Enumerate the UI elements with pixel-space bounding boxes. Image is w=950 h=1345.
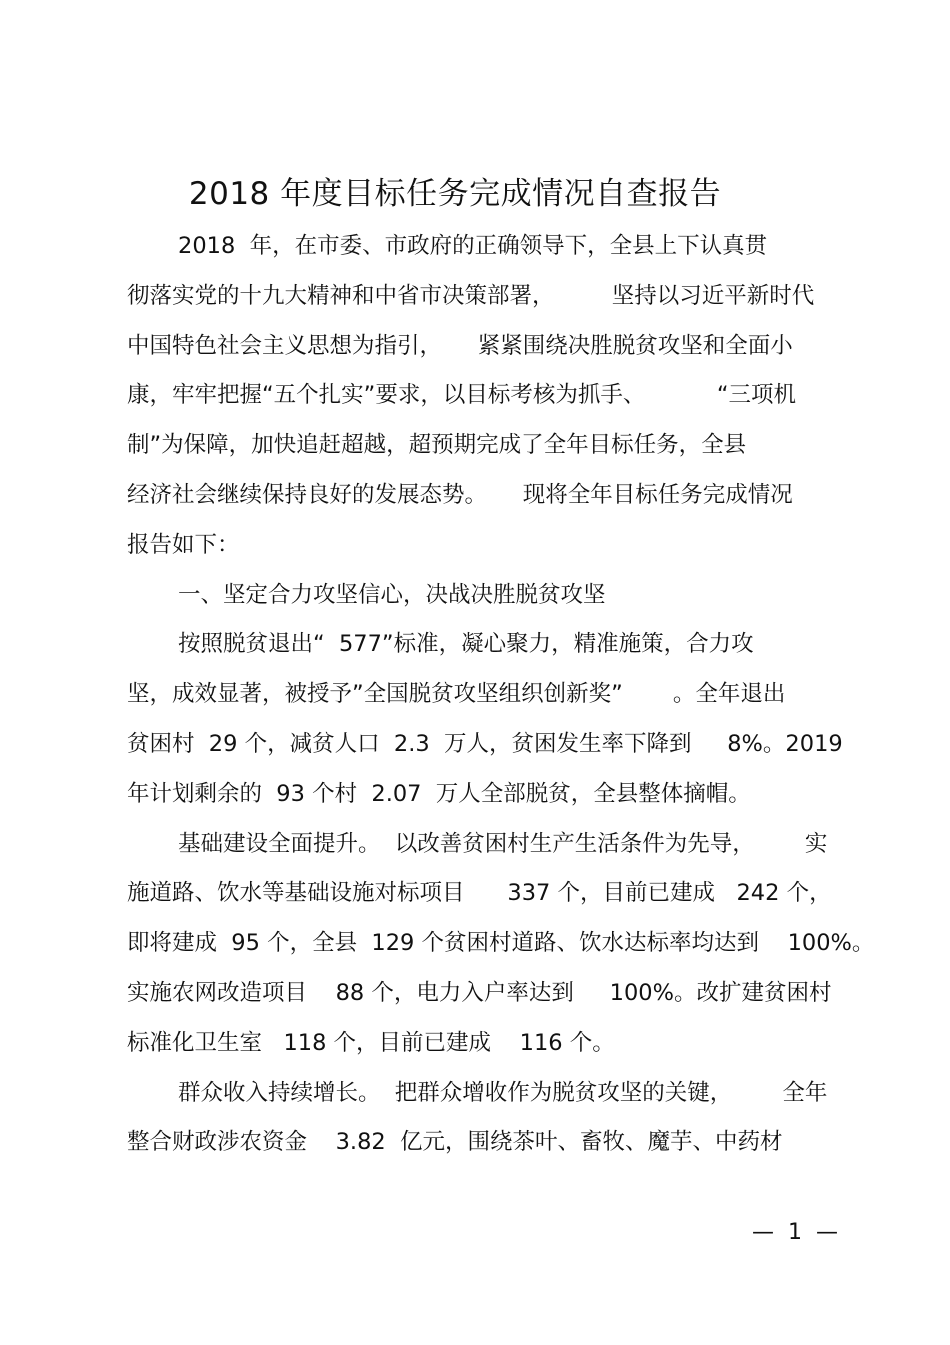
paragraph-line: 按照脱贫退出“ 577”标准，凝心聚力，精准施策，合力攻 xyxy=(178,631,754,657)
page-number: — 1 — xyxy=(752,1220,838,1245)
document-title: 2018 年度目标任务完成情况自查报告 xyxy=(188,176,722,212)
paragraph-line: 整合财政涉农资金 3.82 亿元，围绕茶叶、畜牧、魔芋、中药材 xyxy=(127,1129,783,1155)
paragraph-line: 基础建设全面提升。 以改善贫困村生产生活条件为先导， 实 xyxy=(178,831,828,857)
paragraph-line: 经济社会继续保持良好的发展态势。 现将全年目标任务完成情况 xyxy=(127,482,793,508)
paragraph-line: 报告如下： xyxy=(127,532,240,558)
paragraph-line: 施道路、饮水等基础设施对标项目 337 个，目前已建成 242 个， xyxy=(127,880,832,906)
paragraph-line: 彻落实党的十九大精神和中省市决策部署， 坚持以习近平新时代 xyxy=(127,283,815,309)
paragraph-line: 2018 年，在市委、市政府的正确领导下，全县上下认真贯 xyxy=(178,233,768,259)
paragraph-line: 标准化卫生室 118 个，目前已建成 116 个。 xyxy=(127,1030,615,1056)
paragraph-line: 年计划剩余的 93 个村 2.07 万人全部脱贫，全县整体摘帽。 xyxy=(127,781,751,807)
paragraph-line: 坚，成效显著，被授予”全国脱贫攻坚组织创新奖” 。全年退出 xyxy=(127,681,786,707)
paragraph-line: 贫困村 29 个，减贫人口 2.3 万人，贫困发生率下降到 8%。2019 xyxy=(127,731,843,757)
paragraph-line: 群众收入持续增长。 把群众增收作为脱贫攻坚的关键， 全年 xyxy=(178,1080,828,1106)
paragraph-line: 中国特色社会主义思想为指引， 紧紧围绕决胜脱贫攻坚和全面小 xyxy=(127,333,793,359)
section-heading: 一、坚定合力攻坚信心，决战决胜脱贫攻坚 xyxy=(178,582,606,608)
paragraph-line: 实施农网改造项目 88 个，电力入户率达到 100%。改扩建贫困村 xyxy=(127,980,832,1006)
paragraph-line: 康，牢牢把握“五个扎实”要求，以目标考核为抓手、 “三项机 xyxy=(127,382,796,408)
paragraph-line: 制”为保障，加快追赶超越，超预期完成了全年目标任务，全县 xyxy=(127,432,747,458)
paragraph-line: 即将建成 95 个，全县 129 个贫困村道路、饮水达标率均达到 100%。 xyxy=(127,930,875,956)
